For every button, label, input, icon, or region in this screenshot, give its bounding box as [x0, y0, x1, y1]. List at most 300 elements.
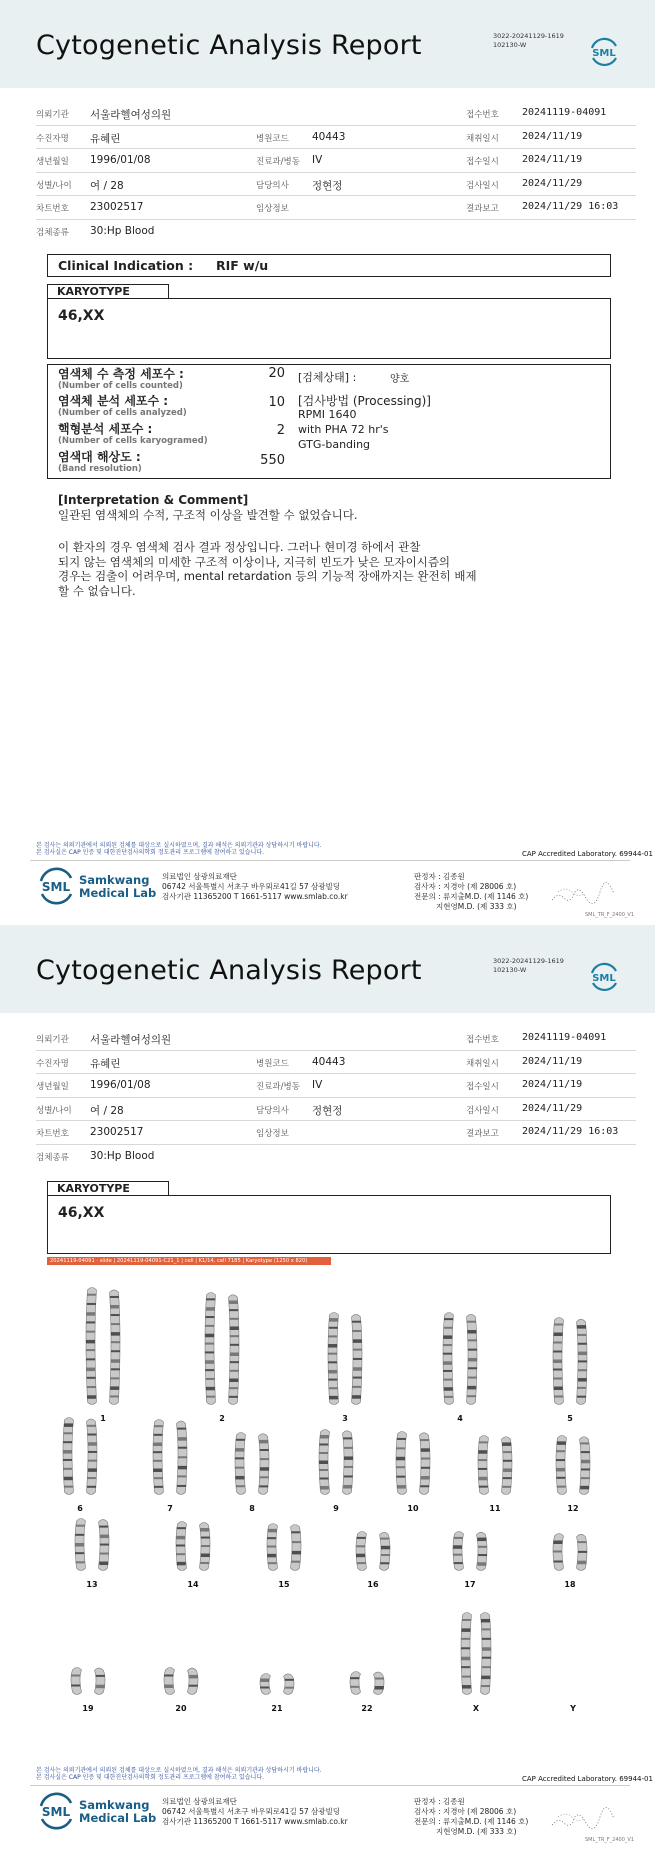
chromosome-band	[260, 1467, 269, 1471]
chromosome-band	[63, 1450, 72, 1454]
chromosome-band	[229, 1300, 238, 1304]
field-value: 2024/11/29	[522, 177, 583, 189]
form-code: SML_TR_F_2400_V1	[585, 1837, 635, 1843]
chromosome-arm	[87, 1419, 98, 1494]
chromosome-band	[352, 1395, 361, 1399]
field-label: 수진자명	[36, 1058, 69, 1069]
report-code-line: 3022-20241129-1619	[493, 32, 564, 40]
cells-counted	[58, 368, 184, 391]
chromosome-band	[577, 1325, 586, 1329]
field-label: 성별/나이	[36, 1105, 72, 1116]
chromosome-band	[291, 1531, 300, 1533]
chromosome-band	[468, 1377, 477, 1379]
chromosome-band	[64, 1486, 73, 1488]
signers	[414, 872, 528, 912]
chromosome-band	[259, 1485, 268, 1487]
chromosome-band	[230, 1352, 239, 1356]
chromosome-band	[467, 1330, 476, 1334]
chromosome-band	[478, 1546, 487, 1548]
chromosome-band	[329, 1327, 338, 1329]
field-label: 접수일시	[466, 1082, 499, 1092]
chromosome-band	[178, 1437, 187, 1441]
field-label: 담당의사	[256, 1105, 289, 1116]
chromosome-band	[110, 1377, 119, 1379]
chromosome-band	[229, 1318, 238, 1320]
field-value: IV	[312, 154, 323, 166]
chromosome-band	[468, 1339, 477, 1341]
field-value: 2024/11/19	[522, 130, 583, 142]
field-value: 2024/11/29	[522, 1102, 583, 1114]
chromosome-label: 21	[271, 1704, 283, 1713]
chromosome-band	[285, 1687, 294, 1689]
chromosome-label: 20	[175, 1704, 187, 1713]
chromosome-band	[88, 1468, 97, 1472]
chromosome-band	[553, 1342, 562, 1344]
chromosome-arm	[343, 1431, 354, 1495]
chromosome-band	[96, 1685, 105, 1689]
footer-note-line: 본 검사는 의뢰기관에서 의뢰된 검체를 대상으로 실시하였으며, 결과 해석은 의뢰기관과 상담하시기 바랍니다.	[36, 842, 322, 849]
report-code-line: 102130-W	[493, 966, 527, 974]
field-label: 채취일시	[466, 1058, 499, 1069]
lab-name-line: Medical Lab	[79, 1811, 157, 1825]
chromosome-band	[329, 1387, 338, 1389]
chromosome-band	[87, 1386, 96, 1388]
chromosome-band	[357, 1562, 366, 1564]
chromosome-band	[206, 1316, 215, 1318]
chromosome-band	[110, 1314, 119, 1316]
field-value: 2024/11/29 16:03	[522, 1126, 619, 1137]
chromosome-band	[397, 1438, 406, 1440]
chromosome-band	[319, 1469, 328, 1471]
field-value: 유혜린	[90, 132, 121, 145]
chromosome-band	[554, 1396, 563, 1398]
chromosome-band	[87, 1477, 96, 1479]
footer-note	[36, 842, 322, 856]
chromosome-band	[205, 1343, 214, 1345]
chromosome-band	[580, 1442, 589, 1444]
chromosome-band	[328, 1335, 337, 1337]
field-value: 2024/11/29 16:03	[522, 201, 619, 212]
chromosome-arm	[577, 1319, 588, 1404]
chromosome-band	[205, 1369, 214, 1371]
specimen-status-label: [검체상태] :	[298, 371, 357, 384]
chromosome-label: 14	[187, 1580, 199, 1589]
clinical-indication-box	[47, 254, 611, 277]
chromosome-band	[189, 1685, 198, 1687]
chromosome-band	[230, 1361, 239, 1363]
chromosome-band	[553, 1369, 562, 1371]
field-value: IV	[312, 1079, 323, 1091]
chromosome-label: 17	[464, 1580, 476, 1589]
cells-counted-sublabel: (Number of cells counted)	[58, 381, 183, 391]
field-value: 1996/01/08	[90, 154, 151, 166]
chromosome-band	[380, 1538, 389, 1540]
chromosome-arm	[176, 1522, 187, 1571]
field-label: 수진자명	[36, 133, 69, 144]
field-value: 서울라헬여성의원	[90, 1034, 172, 1046]
chromosome-arm	[356, 1532, 367, 1571]
chromosome-label: 16	[367, 1580, 379, 1589]
svg-text:SML: SML	[592, 48, 616, 59]
chromosome-band	[467, 1321, 476, 1323]
field-label: 진료과/병동	[256, 157, 300, 167]
report-code	[493, 32, 564, 50]
chromosome-band	[71, 1675, 80, 1677]
chromosome-arm	[374, 1672, 385, 1694]
chromosome-band	[110, 1386, 119, 1390]
chromosome-band	[578, 1360, 587, 1362]
chromosome-band	[111, 1332, 120, 1336]
chromosome-band	[444, 1396, 453, 1398]
field-label: 접수일시	[466, 157, 499, 167]
info-row	[36, 196, 636, 220]
chromosome-label: 10	[407, 1504, 419, 1513]
comment-line: 이 환자의 경우 염색체 검사 결과 정상입니다. 그러나 현미경 하에서 관찰	[58, 540, 421, 554]
chromosome-band	[268, 1529, 277, 1533]
patient-info-table	[36, 102, 636, 243]
svg-text:SML: SML	[41, 1805, 71, 1819]
chromosome-band	[396, 1457, 405, 1461]
chromosome-arm	[291, 1525, 302, 1571]
chromosome-band	[229, 1396, 238, 1398]
chromosome-band	[503, 1468, 512, 1472]
address-line: 의료법인 삼광의료재단	[162, 1797, 237, 1806]
chromosome-band	[87, 1312, 96, 1316]
field-value: 여 / 28	[90, 179, 124, 192]
chromosome-band	[63, 1459, 72, 1461]
chromosome-label: 4	[457, 1414, 463, 1423]
field-value: 23002517	[90, 1126, 144, 1138]
chromosome-band	[236, 1439, 245, 1441]
chromosome-band	[503, 1451, 512, 1453]
chromosome-band	[352, 1321, 361, 1323]
field-label: 접수번호	[466, 1035, 499, 1045]
chromosome-arm	[260, 1674, 271, 1695]
chromosome-arm	[443, 1313, 454, 1405]
chromosome-band	[87, 1434, 96, 1436]
chromosome-band	[153, 1451, 162, 1453]
field-label: 병원코드	[256, 133, 289, 144]
chromosome-band	[396, 1447, 405, 1449]
chromosome-band	[259, 1440, 268, 1444]
chromosome-arm	[352, 1314, 363, 1404]
chromosome-band	[557, 1441, 566, 1445]
chromosome-arm	[453, 1532, 464, 1571]
address-line: 06742 서울특별시 서초구 바우뫼로41길 57 삼광빌딩	[162, 882, 341, 891]
cells-karyogramed-value: 2	[276, 423, 285, 438]
chromosome-band	[396, 1466, 405, 1468]
chromosome-arm	[284, 1674, 295, 1695]
chromosome-band	[86, 1368, 95, 1372]
chromosome-band	[110, 1305, 119, 1309]
signer-line: 전문의 : 류지출M.D. (제 1146 호)	[414, 892, 529, 901]
field-label: 검체종류	[36, 1152, 69, 1163]
chromosome-label: X	[472, 1704, 480, 1713]
field-value: 30:Hp Blood	[90, 224, 155, 237]
chromosome-band	[553, 1378, 562, 1380]
chromosome-band	[87, 1486, 96, 1488]
band-resolution-sublabel: (Band resolution)	[58, 464, 142, 474]
chromosome-band	[229, 1309, 238, 1311]
chromosome-band	[353, 1358, 362, 1360]
chromosome-band	[578, 1352, 587, 1356]
comment-summary: 일관된 염색체의 수적, 구조적 이상을 발견할 수 없었습니다.	[58, 508, 358, 522]
chromosome-arm	[205, 1293, 216, 1405]
chromosome-band	[87, 1395, 96, 1399]
chromosome-band	[86, 1331, 95, 1333]
chromosome-band	[461, 1638, 470, 1640]
chromosome-band	[201, 1537, 210, 1539]
clinical-indication-value: RIF w/u	[216, 258, 269, 273]
chromosome-band	[350, 1686, 359, 1688]
field-label: 결과보고	[466, 1129, 499, 1139]
chromosome-band	[553, 1541, 562, 1545]
chromosome-band	[353, 1377, 362, 1379]
chromosome-band	[467, 1395, 476, 1397]
chromosome-band	[285, 1679, 294, 1681]
chromosome-band	[453, 1545, 462, 1549]
chromosome-band	[557, 1486, 566, 1488]
chromosome-band	[478, 1554, 487, 1556]
info-row	[36, 102, 636, 126]
chromosome-band	[578, 1551, 587, 1553]
chromosome-band	[76, 1525, 85, 1527]
field-value: 1996/01/08	[90, 1079, 151, 1091]
field-label: 생년월일	[36, 1082, 69, 1092]
field-value: 정현정	[312, 179, 343, 192]
chromosome-band	[229, 1387, 238, 1389]
chromosome-band	[478, 1477, 487, 1481]
chromosome-band	[178, 1447, 187, 1449]
chromosome-band	[553, 1561, 562, 1563]
chromosome-band	[578, 1378, 587, 1382]
chromosome-arm	[467, 1314, 478, 1404]
chromosome-band	[482, 1647, 491, 1651]
field-value: 2024/11/19	[522, 154, 583, 165]
chromosome-band	[443, 1335, 452, 1339]
chromosome-label: 19	[82, 1704, 94, 1713]
samkwang-logo-icon	[36, 1791, 76, 1831]
chromosome-band	[99, 1526, 108, 1528]
chromosome-band	[328, 1379, 337, 1381]
cells-counted-label: 염색체 수 측정 세포수 :	[58, 367, 184, 381]
chromosome-band	[420, 1439, 429, 1441]
chromosome-band	[468, 1367, 477, 1369]
chromosome-band	[482, 1666, 491, 1668]
chromosome-band	[577, 1387, 586, 1389]
karyotype-result: 46,XX	[58, 1205, 105, 1221]
field-label: 성별/나이	[36, 180, 72, 191]
header-banner	[0, 925, 655, 1013]
chromosome-band	[87, 1377, 96, 1379]
chromosome-band	[230, 1326, 239, 1330]
chromosome-band	[177, 1485, 186, 1487]
info-row	[36, 173, 636, 197]
chromosome-band	[111, 1350, 120, 1352]
chromosome-arm	[461, 1613, 472, 1695]
cap-accreditation: CAP Accredited Laboratory. 6994​4-01	[522, 850, 653, 858]
signer-line: 판정자 : 김종원	[414, 872, 465, 881]
chromosome-band	[577, 1334, 586, 1336]
comment-line: 할 수 없습니다.	[58, 583, 136, 598]
field-label: 결과보고	[466, 204, 499, 214]
chromosome-band	[64, 1432, 73, 1434]
field-value: 2024/11/19	[522, 1055, 583, 1067]
field-label: 접수번호	[466, 110, 499, 120]
karyotype-tab: KARYOTYPE	[47, 284, 169, 298]
chromosome-band	[64, 1477, 73, 1481]
chromosome-band	[478, 1459, 487, 1461]
chromosome-label: 3	[342, 1414, 348, 1423]
processing-line: RPMI 1640	[298, 408, 357, 421]
signature-icon	[548, 880, 618, 908]
chromosome-band	[176, 1553, 185, 1555]
report-code-line: 3022-20241129-1619	[493, 957, 564, 965]
chromosome-band	[502, 1442, 511, 1446]
chromosome-band	[100, 1544, 109, 1546]
form-code: SML_TR_F_2400_V1	[585, 912, 635, 918]
chromosome-band	[260, 1449, 269, 1451]
field-label: 임상정보	[256, 1129, 289, 1139]
chromosome-arm	[188, 1668, 199, 1694]
patient-info-table	[36, 1027, 636, 1168]
chromosome-band	[76, 1561, 85, 1563]
chromosome-band	[320, 1435, 329, 1439]
field-label: 검사일시	[466, 180, 499, 191]
chromosome-band	[462, 1628, 471, 1632]
karyotype-box	[47, 1195, 611, 1254]
signer-line: 전문의 : 류지출M.D. (제 1146 호)	[414, 1817, 529, 1826]
cells-analyzed	[58, 395, 187, 418]
chromosome-band	[329, 1318, 338, 1322]
field-label: 진료과/병동	[256, 1082, 300, 1092]
field-value: 유혜린	[90, 1057, 121, 1070]
chromosome-band	[443, 1370, 452, 1372]
chromosome-band	[443, 1344, 452, 1346]
chromosome-band	[420, 1485, 429, 1487]
chromosome-arm	[380, 1532, 391, 1570]
karyotype-box	[47, 298, 611, 359]
chromosome-label: 18	[564, 1580, 576, 1589]
chromosome-band	[319, 1478, 328, 1480]
chromosome-band	[381, 1554, 390, 1556]
band-resolution-label: 염색대 해상도 :	[58, 450, 141, 464]
chromosome-band	[110, 1395, 119, 1397]
chromosome-band	[481, 1676, 490, 1680]
chromosome-band	[478, 1468, 487, 1470]
chromosome-band	[320, 1486, 329, 1490]
chromosome-band	[319, 1461, 328, 1465]
chromosome-band	[292, 1541, 301, 1543]
chromosome-band	[260, 1687, 269, 1689]
chromosome-label: 1	[100, 1414, 106, 1423]
chromosome-band	[229, 1378, 238, 1382]
chromosome-arm	[259, 1434, 270, 1495]
chromosome-band	[292, 1551, 301, 1555]
signer-line: 지현영M.D. (제 333 호)	[436, 902, 517, 911]
chromosome-band	[260, 1679, 269, 1683]
chromosome-band	[328, 1353, 337, 1355]
chromosome-band	[100, 1535, 109, 1539]
chromosome-arm	[229, 1295, 240, 1405]
chromosome-arm	[481, 1613, 492, 1695]
chromosome-band	[178, 1456, 187, 1458]
chromosome-band	[200, 1528, 209, 1532]
cells-karyogramed	[58, 423, 208, 446]
chromosome-arm	[267, 1524, 278, 1571]
chromosome-band	[86, 1321, 95, 1323]
processing-line: with PHA 72 hr's	[298, 423, 389, 436]
chromosome-label: 13	[86, 1580, 98, 1589]
footer-note-line: 본 검사는 의뢰기관에서 의뢰된 검체를 대상으로 실시하였으며, 결과 해석은 의뢰기관과 상담하시기 바랍니다.	[36, 1767, 322, 1774]
field-value: 서울라헬여성의원	[90, 109, 172, 121]
chromosome-band	[291, 1561, 300, 1563]
chromosome-band	[444, 1318, 453, 1320]
chromosome-band	[205, 1351, 214, 1353]
chromosome-band	[454, 1562, 463, 1564]
chromosome-band	[479, 1486, 488, 1488]
signer-line: 검사자 : 지경아 (제 28006 호)	[414, 1807, 517, 1816]
cells-analyzed-label: 염색체 분석 세포수 :	[58, 394, 169, 408]
chromosome-band	[111, 1341, 120, 1343]
chromosome-band	[461, 1657, 470, 1661]
chromosome-band	[154, 1425, 163, 1427]
chromosome-band	[356, 1545, 365, 1547]
footer-note	[36, 1767, 322, 1781]
specimen-status-value: 양호	[390, 374, 410, 385]
chromosome-band	[443, 1379, 452, 1381]
cells-karyogramed-label: 핵형분석 세포수 :	[58, 422, 153, 436]
chromosome-arm	[95, 1668, 106, 1694]
chromosome-band	[357, 1537, 366, 1539]
chromosome-label: 7	[167, 1504, 173, 1513]
chromosome-band	[481, 1619, 490, 1623]
comment-line: 경우는 검출이 어려우며, mental retardation 등의 기능적 장애까지는 완전히 배제	[58, 569, 477, 583]
chromosome-band	[381, 1546, 390, 1550]
chromosome-band	[502, 1486, 511, 1488]
chromosome-band	[453, 1554, 462, 1556]
chromosome-band	[380, 1562, 389, 1564]
chromosome-band	[88, 1460, 97, 1462]
signer-line: 판정자 : 김종원	[414, 1797, 465, 1806]
chromosome-label: 6	[77, 1504, 83, 1513]
chromosome-band	[477, 1562, 486, 1566]
chromosome-band	[578, 1561, 587, 1565]
chromosome-band	[477, 1538, 486, 1542]
chromosome-band	[205, 1334, 214, 1338]
chromosome-band	[63, 1468, 72, 1470]
cells-analyzed-value: 10	[268, 395, 285, 410]
cells-counted-value: 20	[268, 366, 285, 381]
chromosome-band	[478, 1450, 487, 1454]
address-line: 의료법인 삼광의료재단	[162, 872, 237, 881]
chromosome-band	[205, 1360, 214, 1364]
chromosome-band	[479, 1441, 488, 1443]
chromosome-arm	[153, 1420, 164, 1495]
chromosome-arm	[200, 1523, 211, 1571]
chromosome-band	[375, 1678, 384, 1680]
report-code-line: 102130-W	[493, 41, 527, 49]
chromosome-arm	[328, 1313, 339, 1405]
chromosome-arm	[110, 1290, 121, 1405]
info-row	[36, 1098, 636, 1122]
chromosome-band	[154, 1434, 163, 1436]
chromosome-band	[86, 1358, 95, 1360]
chromosome-band	[350, 1677, 359, 1679]
chromosome-arm	[164, 1668, 175, 1695]
clinical-indication-label: Clinical Indication :	[58, 258, 194, 273]
karyogram-image	[40, 1270, 630, 1740]
